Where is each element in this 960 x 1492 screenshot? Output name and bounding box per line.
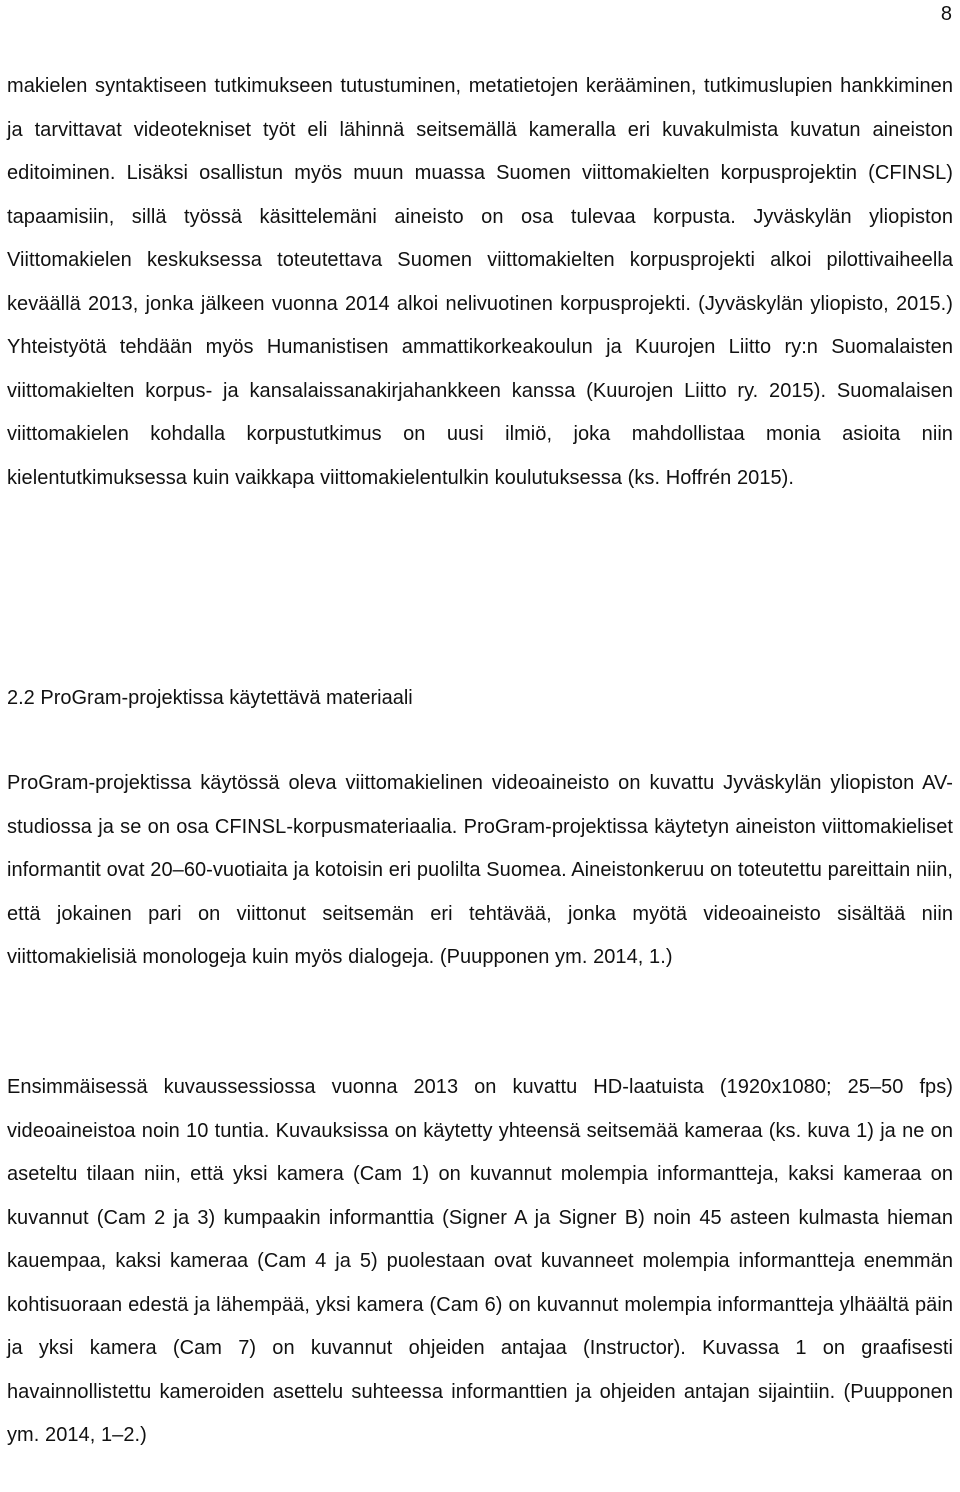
body-paragraph-2: ProGram-projektissa käytössä oleva viittomakielinen videoaineisto on kuvattu Jyväskylän yliopiston AV-studiossa ja se on osa CFINSL-korpusmateriaalia. ProGram-projektissa käytetyn aineiston viittomakieliset informantit ovat 20–60-vuotiaita ja kotoisin eri puolilta Suomea. Aineistonkeruu on toteutettu pareittain niin, että jokainen pari on viittonut seitsemän eri tehtävää, jonka myötä videoaineisto sisältää niin viittomakielisiä monologeja kuin myös dialogeja. (Puupponen ym. 2014, 1.) <box>7 772 953 968</box>
body-paragraph-3: Ensimmäisessä kuvaussessiossa vuonna 2013 on kuvattu HD-laatuista (1920x1080; 25–50 fps) videoaineistoa noin 10 tuntia. Kuvauksissa on käytetty yhteensä seitsemää kameraa (ks. kuva 1) ja ne on aseteltu tilaan niin, että yksi kamera (Cam 1) on kuvannut molempia informantteja, kaksi kameraa on kuvannut (Cam 2 ja 3) kumpaakin informanttia (Signer A ja Signer B) noin 45 asteen kulmasta hieman kauempaa, kaksi kameraa (Cam 4 ja 5) puolestaan ovat kuvanneet molempia informantteja enemmän kohtisuoraan edestä ja lähempää, yksi kamera (Cam 6) on kuvannut molempia informantteja ylhäältä päin ja yksi kamera (Cam 7) on kuvannut ohjeiden antajaa (Instructor). Kuvassa 1 on graafisesti havainnollistettu kameroiden asettelu suhteessa informanttien ja ohjeiden antajan sijaintiin. (Puupponen ym. 2014, 1–2.) <box>7 1076 953 1446</box>
page-number: 8 <box>940 3 952 25</box>
body-paragraph-1: makielen syntaktiseen tutkimukseen tutustuminen, metatietojen kerääminen, tutkimuslupien hankkiminen ja tarvittavat videotekniset työt eli lähinnä seitsemällä kameralla eri kuvakulmista kuvatun aineiston editoiminen. Lisäksi osallistun myös muun muassa Suomen viittomakielten korpusprojektin (CFINSL) tapaamisiin, sillä työssä käsittelemäni aineisto on osa tulevaa korpusta. Jyväskylän yliopiston Viittomakielen keskuksessa toteutettava Suomen viittomakielten korpusprojekti alkoi pilottivaiheella keväällä 2013, jonka jälkeen vuonna 2014 alkoi nelivuotinen korpusprojekti. (Jyväskylän yliopisto, 2015.) Yhteistyötä tehdään myös Humanistisen ammattikorkeakoulun ja Kuurojen Liitto ry:n Suomalaisten viittomakielten korpus- ja kansalaissanakirjahankkeen kanssa (Kuurojen Liitto ry. 2015). Suomalaisen viittomakielen kohdalla korpustutkimus on uusi ilmiö, joka mahdollistaa monia asioita niin kielentutkimuksessa kuin vaikkapa viittomakielentulkin koulutuksessa (ks. Hoffrén 2015). <box>7 75 953 489</box>
section-heading: 2.2 ProGram-projektissa käytettävä materiaali <box>7 687 413 709</box>
